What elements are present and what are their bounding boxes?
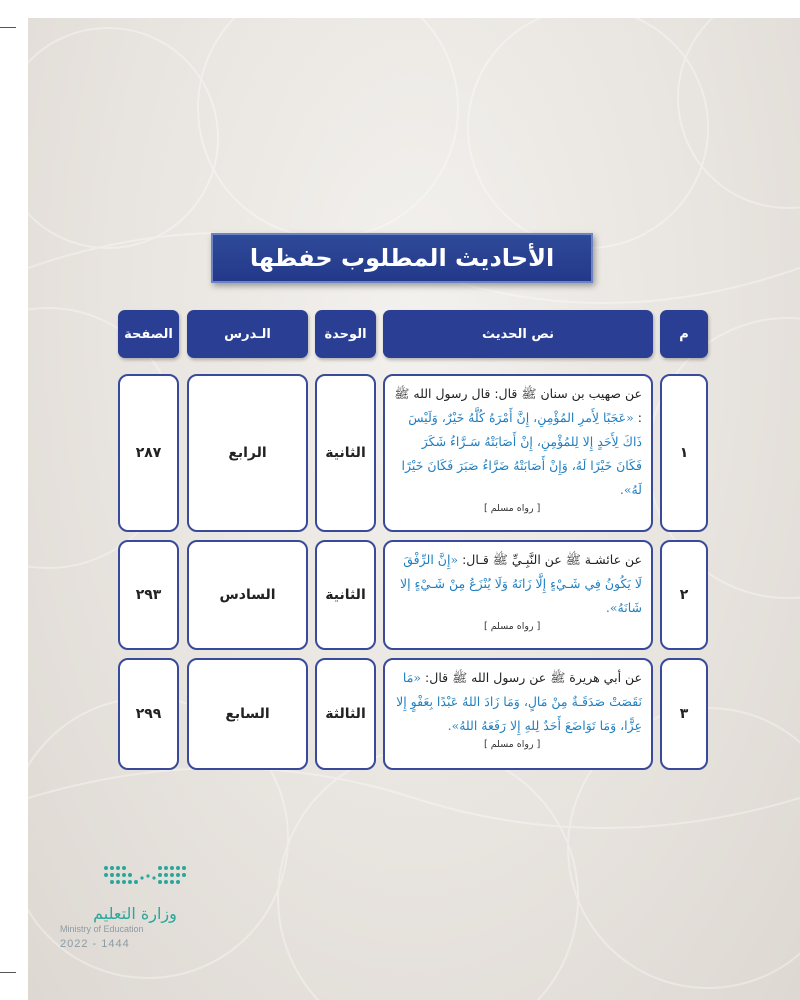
hadith-source: [ رواه مسلم ] [484,739,541,750]
ministry-logo [60,862,190,962]
table-cell-unit: الثالثة [315,658,376,770]
hadith-text-cell [383,374,653,532]
table-row-num: ١ [660,374,708,532]
hadith-intro: عن صهيب بن سنان ﷺ قال: قال رسول الله ﷺ : [394,386,642,425]
table-cell-page: ٢٩٩ [118,658,179,770]
hadith-source: [ رواه مسلم ] [484,503,541,514]
header-num: م [660,310,708,358]
table-cell-lesson: السابع [187,658,308,770]
header-page: الصفحة [118,310,179,358]
hadith-text-cell [383,658,653,770]
hadith-text: «عَجَبًا لِأَمرِ المُؤْمِنِ، إِنَّ أَمْرَهُ كُلَّهُ خَيْرٌ، وَلَيْسَ ذَاكَ لِأَحَدٍ إِلا لِلمُؤْمِنِ، إِنْ أَصَابَتْهُ سَـرَّاءُ شَكَرَ فَكَانَ خَيْرًا لَهُ، وَإِنْ أَصَابَتْهُ ضَرَّاءُ صَبَرَ فَكَانَ خَيْرًا لَهُ». [401,410,642,497]
table-cell-page: ٢٩٣ [118,540,179,650]
hadith-text-cell [383,540,653,650]
hadith-source: [ رواه مسلم ] [484,621,541,632]
crop-mark [0,972,16,973]
page-title: الأحاديث المطلوب حفظها [211,233,593,283]
table-cell-lesson: الرابع [187,374,308,532]
table-cell-page: ٢٨٧ [118,374,179,532]
hadith-intro: عن عائشـة ﷺ عن النَّبِـيِّ ﷺ قـال: [462,552,642,567]
hadith-intro: عن أبي هريرة ﷺ عن رسول الله ﷺ قال: [425,670,642,685]
header-hadith-text: نص الحديث [383,310,653,358]
header-unit: الوحدة [315,310,376,358]
table-row-num: ٣ [660,658,708,770]
table-cell-unit: الثانية [315,540,376,650]
logo-dots-icon [102,862,190,892]
header-lesson: الـدرس [187,310,308,358]
hadith-text: «إِنَّ الرِّفْقَ لَا يَكُونُ فِي شَـيْءٍ إِلَّا زَانَهُ وَلَا يُنْزَعُ مِنْ شَـيْءٍ إلا شَانَهُ». [399,552,642,615]
table-row-num: ٢ [660,540,708,650]
hadith-text: «مَا نَقَصَتْ صَدَقَـةٌ مِنْ مَالٍ، وَمَا زَادَ اللهُ عَبْدًا بِعَفْوٍ إِلا عِزًّا، وَمَا تَوَاضَعَ أَحَدٌ لِلهِ إِلا رَفَعَهُ اللهُ». [396,670,642,733]
table-cell-unit: الثانية [315,374,376,532]
logo-english-text: Ministry of Education [60,924,144,934]
logo-arabic-text: وزارة التعليم [93,904,177,923]
table-cell-lesson: السادس [187,540,308,650]
crop-mark [0,27,16,28]
logo-year: 2022 - 1444 [60,938,130,950]
